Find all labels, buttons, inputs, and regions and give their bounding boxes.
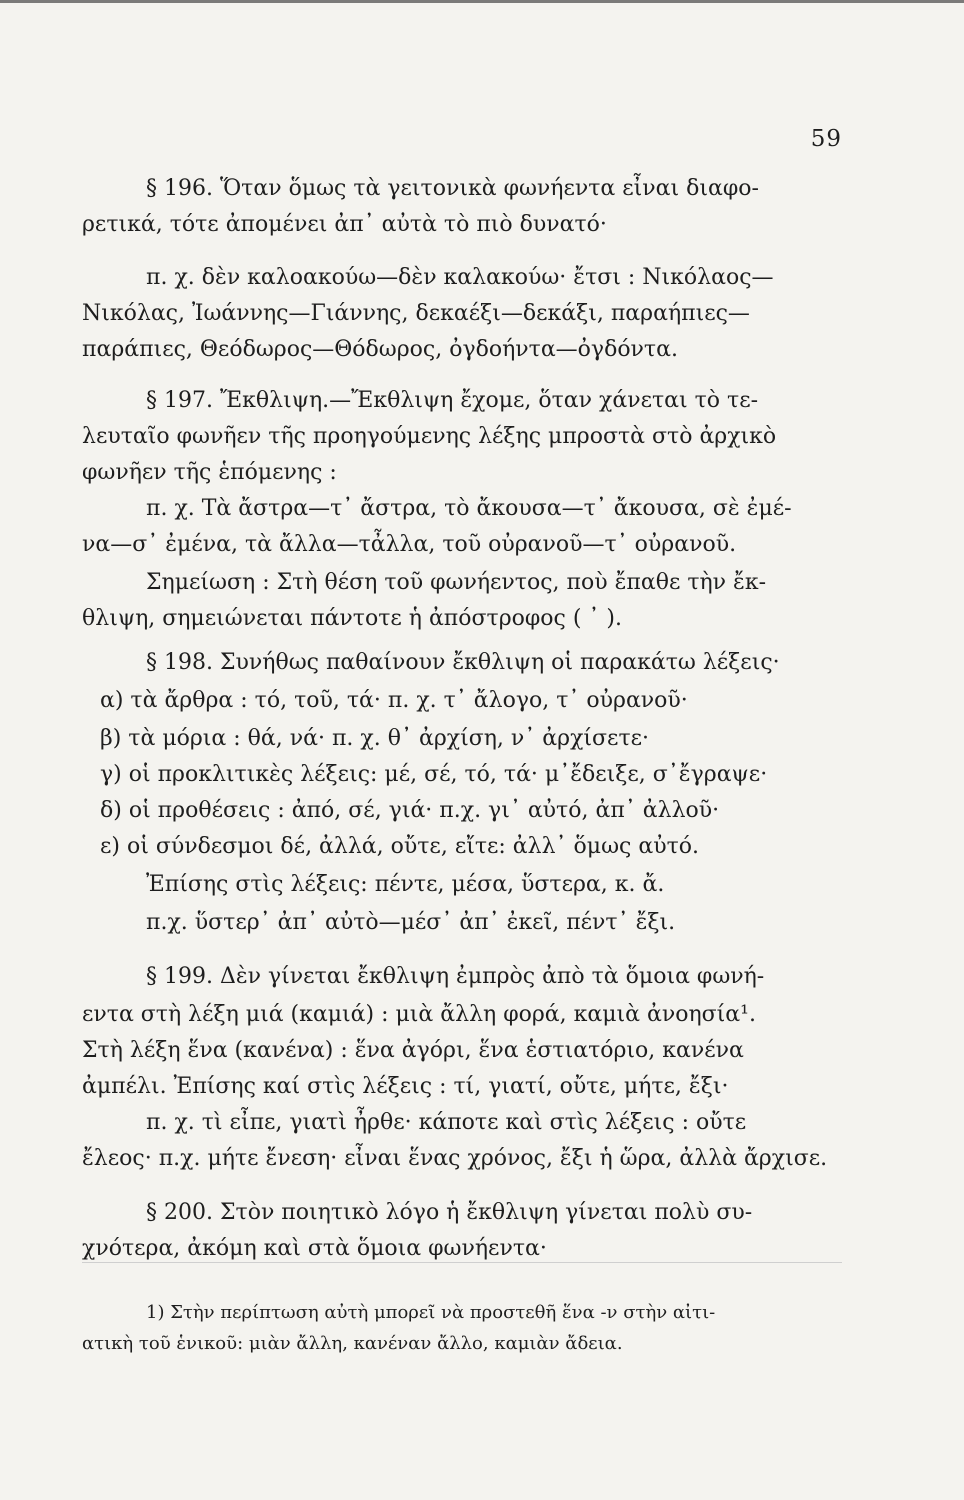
scan-edge [0,0,964,3]
list-item-e: ε) οἱ σύνδεσμοι δέ, ἀλλά, οὔτε, εἴτε: ἀλλ᾽ ὅμως αὐτό. [100,834,699,859]
list-item-b: β) τὰ μόρια : θά, νά· π. χ. θ᾽ ἀρχίση, ν᾽ ἀρχίσετε· [100,726,650,751]
paragraph-196-line-2: ρετικά, τότε ἀπομένει ἀπ᾽ αὐτὰ τὸ πιὸ δυνατό· [82,212,607,237]
list-item-c: γ) οἱ προκλιτικὲς λέξεις: μέ, σέ, τό, τά· μ᾽ἔδειξε, σ᾽ἔγραψε· [100,762,768,787]
paragraph-200-line-2: χνότερα, ἀκόμη καὶ στὰ ὅμοια φωνήεντα· [82,1236,547,1261]
list-item-a: α) τὰ ἄρθρα : τό, τοῦ, τά· π. χ. τ᾽ ἄλογο, τ᾽ οὐρανοῦ· [100,688,688,713]
footnote-line-1: 1) Στὴν περίπτωση αὐτὴ μπορεῖ νὰ προστεθῆ ἕνα -ν στὴν αἰτι- [146,1302,716,1323]
paragraph-198-line-1: § 198. Συνήθως παθαίνουν ἔκθλιψη οἱ παρακάτω λέξεις· [146,650,780,675]
paragraph-200-line-1: § 200. Στὸν ποιητικὸ λόγο ἡ ἔκθλιψη γίνεται πολὺ συ- [146,1200,753,1225]
example-line: να—σ᾽ ἐμένα, τὰ ἄλλα—τἆλλα, τοῦ οὐρανοῦ—τ᾽ οὐρανοῦ. [82,532,737,557]
example-line: ἔλεος· π.χ. μήτε ἔνεση· εἶναι ἕνας χρόνος, ἔξι ἡ ὥρα, ἀλλὰ ἄρχισε. [82,1146,828,1171]
paragraph-199-line-1: § 199. Δὲν γίνεται ἔκθλιψη ἐμπρὸς ἀπὸ τὰ ὅμοια φωνή- [146,964,765,989]
note-line-2: θλιψη, σημειώνεται πάντοτε ἡ ἀπόστροφος ( ᾽ ). [82,606,622,631]
paragraph-197-line-3: φωνῆεν τῆς ἑπόμενης : [82,460,337,485]
example-line: Νικόλας, Ἰωάννης—Γιάννης, δεκαέξι—δεκάξι, παραήπιες— [82,301,750,326]
example-line: π. χ. Τὰ ἄστρα—τ᾽ ἄστρα, τὸ ἄκουσα—τ᾽ ἄκουσα, σὲ ἐμέ- [146,496,792,521]
paragraph-196-line-1: § 196. Ὅταν ὅμως τὰ γειτονικὰ φωνήεντα εἶναι διαφο- [146,176,759,201]
example-line: π. χ. τὶ εἶπε, γιατὶ ἦρθε· κάποτε καὶ στὶς λέξεις : οὔτε [146,1110,747,1135]
paragraph-198-extra: Ἐπίσης στὶς λέξεις: πέντε, μέσα, ὕστερα, κ. ἄ. [146,872,665,897]
paragraph-199-line-2: εντα στὴ λέξη μιά (καμιά) : μιὰ ἄλλη φορά, καμιὰ ἀνοησία¹. [82,1002,756,1027]
example-line: παράπιες, Θεόδωρος—Θόδωρος, ὀγδοήντα—ὀγδόντα. [82,337,678,362]
note-line-1: Σημείωση : Στὴ θέση τοῦ φωνήεντος, ποὺ ἔπαθε τὴν ἔκ- [146,570,767,595]
paragraph-197-line-1: § 197. Ἔκθλιψη.—Ἔκθλιψη ἔχομε, ὅταν χάνεται τὸ τε- [146,388,759,413]
paragraph-199-line-4: ἀμπέλι. Ἐπίσης καί στὶς λέξεις : τί, γιατί, οὔτε, μήτε, ἔξι· [82,1074,729,1099]
footnote-divider [82,1262,842,1263]
example-line: π.χ. ὕστερ᾽ ἀπ᾽ αὐτὸ—μέσ᾽ ἀπ᾽ ἐκεῖ, πέντ᾽ ἔξι. [146,910,676,935]
footnote-line-2: ατικὴ τοῦ ἑνικοῦ: μιὰν ἄλλη, κανέναν ἄλλο, καμιὰν ἄδεια. [82,1333,623,1354]
example-line: π. χ. δὲν καλοακούω—δὲν καλακούω· ἔτσι : Νικόλαος— [146,265,774,290]
list-item-d: δ) οἱ προθέσεις : ἀπό, σέ, γιά· π.χ. γι᾽ αὐτό, ἀπ᾽ ἀλλοῦ· [100,798,720,823]
paragraph-197-line-2: λευταῖο φωνῆεν τῆς προηγούμενης λέξης μπροστὰ στὸ ἀρχικὸ [82,424,777,449]
page-number: 59 [810,126,842,152]
paragraph-199-line-3: Στὴ λέξη ἕνα (κανένα) : ἕνα ἀγόρι, ἕνα ἑστιατόριο, κανένα [82,1038,744,1063]
